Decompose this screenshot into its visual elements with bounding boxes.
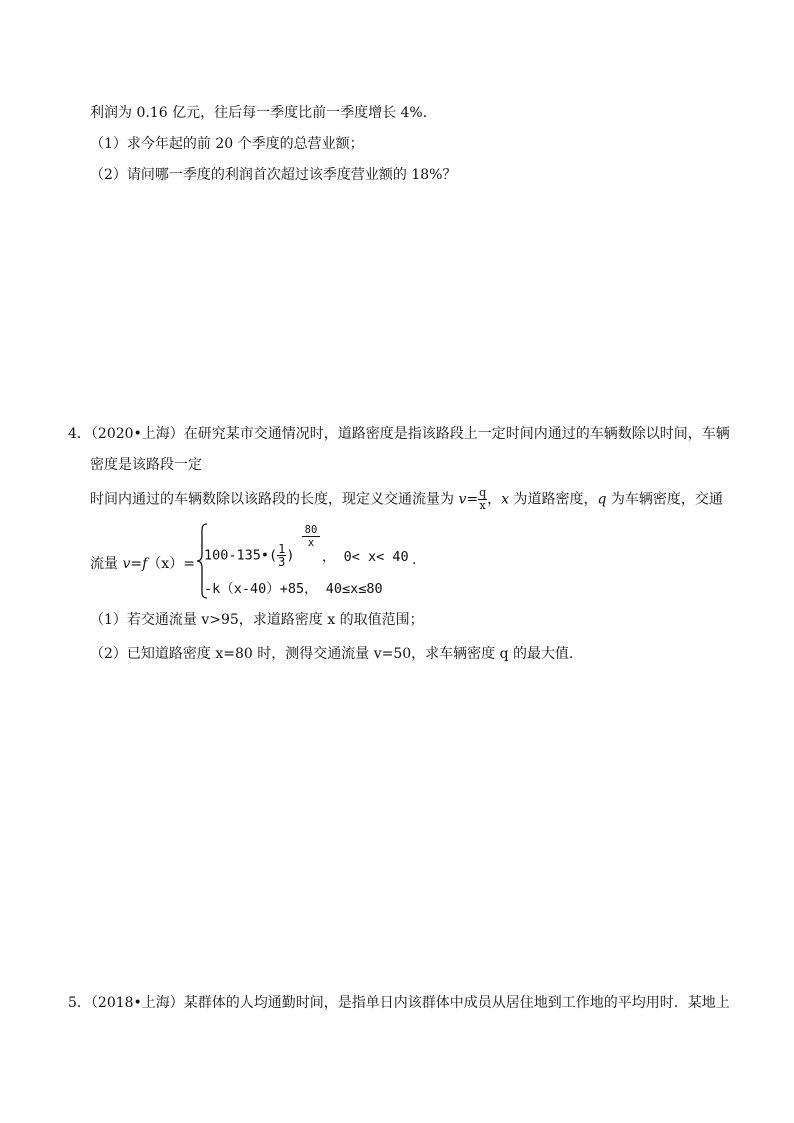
- q4-intro-cont: 密度是该路段一定: [90, 457, 202, 473]
- exponent-numerator: 80: [302, 524, 320, 537]
- fraction-denominator: x: [479, 499, 486, 512]
- fraction-denominator: 3: [278, 555, 286, 569]
- equals-sign: =: [466, 491, 479, 508]
- piecewise-case-1-condition: ， 0< x< 40: [322, 549, 409, 565]
- q4-intro: 4．（2020•上海）在研究某市交通情况时，道路密度是指该路段上一定时间内通过的车辆数除以时间，车辆: [68, 426, 730, 442]
- exponent-fraction: [302, 524, 320, 549]
- definition-text-2: 为道路密度，: [509, 491, 598, 508]
- piecewise-period: .: [412, 552, 417, 568]
- fraction-q-over-x: [478, 487, 487, 512]
- q3-subquestion-2: （2）请问哪一季度的利润首次超过该季度营业额的 18%？: [90, 167, 457, 183]
- q4-definition-line: [90, 487, 723, 512]
- q5-intro: 5．（2018•上海）某群体的人均通勤时间，是指单日内该群体中成员从居住地到工作地的平均用时．某地上: [68, 995, 730, 1011]
- equals-sign: =: [130, 556, 143, 572]
- var-q: q: [597, 491, 607, 508]
- flow-label-text: 流量: [90, 556, 123, 572]
- function-f: f: [142, 556, 148, 572]
- fraction-numerator: q: [479, 486, 487, 499]
- var-v: v: [122, 556, 131, 572]
- comma: ，: [487, 491, 502, 508]
- q3-line1: 利润为 0.16 亿元，往后每一季度比前一季度增长 4%．: [90, 105, 437, 121]
- definition-text: 时间内通过的车辆数除以该路段的长度，现定义交通流量为: [90, 491, 459, 508]
- case1-expression: 100-135•(: [204, 547, 278, 564]
- definition-text-3: 为车辆密度，交通: [606, 491, 723, 508]
- q4-subquestion-1: （1）若交通流量 v>95，求道路密度 x 的取值范围；: [90, 612, 424, 628]
- var-x: x: [501, 491, 510, 508]
- case1-paren: ): [286, 547, 295, 564]
- q3-subquestion-1: （1）求今年起的前 20 个季度的总营业额；: [90, 136, 364, 152]
- fraction-one-third: [277, 543, 286, 568]
- q4-subquestion-2: （2）已知道路密度 x=80 时，测得交通流量 v=50，求车辆密度 q 的最大值．: [90, 646, 584, 662]
- piecewise-case-2: -k（x-40）+85， 40≤x≤80: [204, 581, 383, 597]
- function-arg: （x）=: [147, 556, 195, 572]
- exponent-denominator: x: [307, 537, 315, 549]
- flow-label: [90, 553, 195, 573]
- var-v: v: [458, 491, 467, 508]
- fraction-numerator: 1: [278, 542, 286, 556]
- piecewise-case-1: [204, 543, 295, 568]
